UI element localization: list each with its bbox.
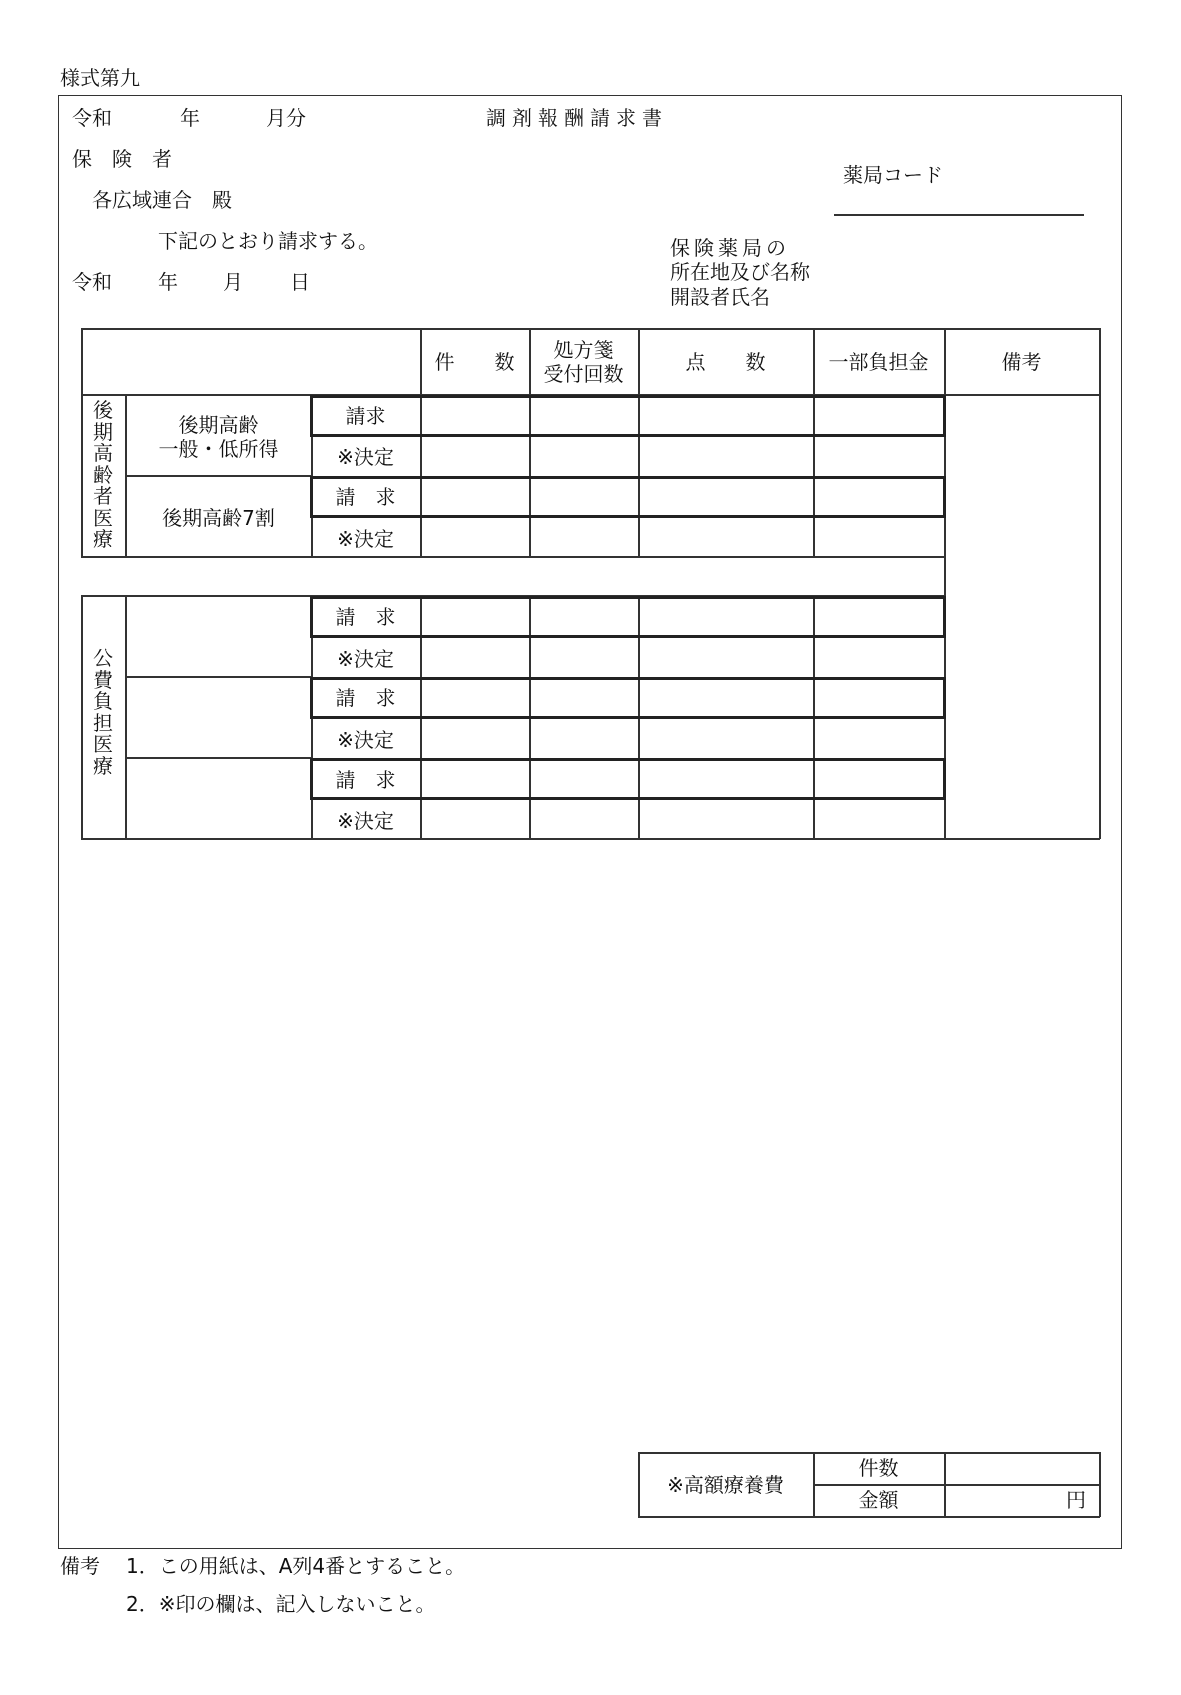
insurer-name: 各広域連合 殿 [92, 188, 232, 212]
col-copay: 一部負担金 [828, 350, 929, 374]
pharmacy-label: 保険薬局の [670, 236, 790, 260]
high-cost-amount-label: 金額 [858, 1488, 899, 1512]
location-label: 所在地及び名称 [670, 260, 810, 284]
decision-label: ※決定 [337, 647, 394, 671]
month-label: 月分 [266, 106, 306, 130]
decision-label: ※決定 [337, 728, 394, 752]
row-elderly-general-1: 後期高齢 [178, 413, 259, 437]
section-public-label: 公費負担医療 [93, 646, 113, 778]
claim-label: 請 求 [335, 605, 396, 629]
form-number: 様式第九 [60, 66, 140, 90]
founder-label: 開設者氏名 [670, 285, 770, 309]
claim-label: 請求 [345, 404, 386, 428]
col-prescription-1: 処方箋 [553, 338, 614, 362]
pharmacy-code-line[interactable] [834, 214, 1084, 216]
request-text: 下記のとおり請求する。 [158, 229, 378, 253]
notes-label: 備考 [60, 1554, 100, 1578]
col-remarks: 備考 [1001, 350, 1042, 374]
date-year: 年 [158, 270, 178, 294]
claim-label: 請 求 [335, 686, 396, 710]
era-label: 令和 [72, 106, 112, 130]
note-item-2: 2．※印の欄は、記入しないこと。 [126, 1592, 436, 1616]
decision-label: ※決定 [337, 445, 394, 469]
note-item-1: 1．この用紙は、A列4番とすること。 [126, 1554, 466, 1578]
insurer-label: 保 険 者 [72, 147, 172, 171]
year-label: 年 [180, 106, 200, 130]
col-count: 件 数 [434, 350, 515, 374]
pharmacy-code-label: 薬局コード [843, 163, 943, 187]
date-day: 日 [290, 270, 310, 294]
date-era: 令和 [72, 270, 112, 294]
col-points: 点 数 [685, 350, 766, 374]
claim-label: 請 求 [335, 768, 396, 792]
section-elderly-label: 後期高齢者医療 [93, 398, 113, 551]
high-cost-label: ※高額療養費 [667, 1473, 784, 1497]
high-cost-count-label: 件数 [858, 1456, 899, 1480]
col-prescription-2: 受付回数 [543, 362, 624, 386]
decision-label: ※決定 [337, 527, 394, 551]
date-month: 月 [223, 270, 243, 294]
row-elderly-general-2: 一般・低所得 [158, 437, 279, 461]
decision-label: ※決定 [337, 809, 394, 833]
row-elderly-70: 後期高齢7割 [162, 506, 275, 530]
form-frame [58, 95, 1122, 1549]
yen-unit: 円 [1066, 1488, 1086, 1512]
document-title: 調剤報酬請求書 [486, 106, 668, 130]
claim-label: 請 求 [335, 485, 396, 509]
